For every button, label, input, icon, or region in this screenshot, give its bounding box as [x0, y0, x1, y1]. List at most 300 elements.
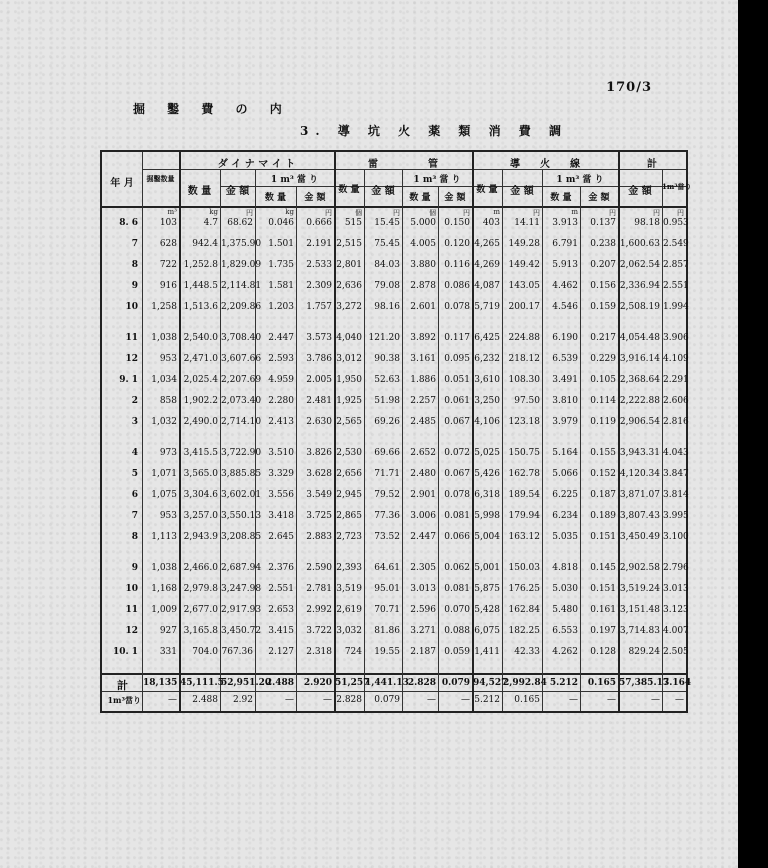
table-cell: 2,943.9 — [183, 532, 218, 542]
table-cell: 3.628 — [306, 469, 332, 479]
table-cell: 90.38 — [374, 354, 400, 364]
table-cell: 0.067 — [444, 417, 470, 427]
table-cell: 3.510 — [268, 448, 294, 458]
table-cell: 2.505 — [663, 647, 689, 657]
total-cell: 2,992.84 — [503, 678, 547, 688]
table-cell: 4.959 — [268, 375, 294, 385]
table-cell: 3.013 — [663, 584, 689, 594]
row-year-month: 7 — [131, 511, 138, 521]
table-cell: 6.234 — [552, 511, 578, 521]
total-cell: 18,135 — [143, 678, 178, 688]
table-cell: 2.796 — [663, 563, 689, 573]
table-cell: 2,393 — [336, 563, 362, 573]
table-cell: 2,490.0 — [183, 417, 218, 427]
table-cell: 0.066 — [444, 532, 470, 542]
table-cell: 3.814 — [663, 490, 689, 500]
table-cell: 2.447 — [268, 333, 294, 343]
table-cell: 0.105 — [590, 375, 616, 385]
table-cell: 5.066 — [552, 469, 578, 479]
row-year-month: 3 — [131, 417, 138, 427]
table-cell: 0.095 — [444, 354, 470, 364]
table-cell: 2,540.0 — [183, 333, 218, 343]
row-year-month: 8 — [131, 260, 138, 270]
table-cell: 3.995 — [663, 511, 689, 521]
per-m3-cell: 2.488 — [192, 695, 218, 705]
unit-label: kg — [285, 208, 294, 216]
table-cell: 2.309 — [306, 281, 332, 291]
table-cell: 5,875 — [474, 584, 500, 594]
table-cell: 0.953 — [663, 218, 689, 228]
table-cell: 0.078 — [444, 302, 470, 312]
table-cell: 3,722.90 — [221, 448, 262, 458]
table-cell: 3,272 — [336, 302, 362, 312]
table-cell: 123.18 — [508, 417, 540, 427]
table-cell: 1,258 — [151, 302, 177, 312]
table-cell: 51.98 — [374, 396, 400, 406]
header-year-month: 年 月 — [110, 178, 134, 189]
table-cell: 0.128 — [590, 647, 616, 657]
header-excavation-quantity: 掘鑿数量 — [146, 174, 175, 183]
table-cell: 3,943.31 — [619, 448, 660, 458]
section-heading: 掘 鑿 費 の 内 — [133, 102, 291, 116]
table-cell: 1,034 — [151, 375, 177, 385]
table-cell: 95.01 — [374, 584, 400, 594]
row-year-month: 2 — [131, 396, 138, 406]
table-cell: 4,087 — [474, 281, 500, 291]
table-cell: 4,040 — [336, 333, 362, 343]
table-cell: 0.155 — [590, 448, 616, 458]
table-cell: 3,165.8 — [183, 626, 218, 636]
table-cell: 942.4 — [192, 239, 218, 249]
table-cell: 2,114.81 — [221, 281, 262, 291]
table-cell: 176.25 — [508, 584, 540, 594]
table-cell: 724 — [344, 647, 362, 657]
table-cell: 4,265 — [474, 239, 500, 249]
table-cell: 722 — [159, 260, 177, 270]
table-cell: 0.187 — [590, 490, 616, 500]
table-cell: 5,001 — [474, 563, 500, 573]
header-dynamite-per-m3-amount: 金 額 — [304, 193, 326, 203]
table-cell: 2.781 — [306, 584, 332, 594]
table-cell: 0.145 — [590, 563, 616, 573]
table-cell: 3.573 — [306, 333, 332, 343]
table-cell: 403 — [482, 218, 500, 228]
table-cell: 2,677.0 — [183, 605, 218, 615]
table-cell: 3.913 — [552, 218, 578, 228]
table-title: 3. 導 坑 火 薬 類 消 費 調 — [300, 124, 568, 138]
per-m3-label: 1m³當り — [107, 695, 141, 705]
table-cell: 0.067 — [444, 469, 470, 479]
row-year-month: 10 — [125, 584, 138, 594]
header-fuse-amount: 金 額 — [510, 186, 534, 197]
table-cell: 224.88 — [508, 333, 540, 343]
table-cell: 1,448.5 — [183, 281, 218, 291]
per-m3-cell: — — [427, 695, 436, 705]
header-dynamite-qty: 数 量 — [187, 186, 212, 197]
table-cell: 1,902.2 — [183, 396, 218, 406]
per-m3-cell: — — [569, 695, 578, 705]
table-cell: 2.187 — [410, 647, 436, 657]
table-cell: 0.666 — [306, 218, 332, 228]
total-cell: 94,527 — [473, 678, 508, 688]
table-cell: 0.159 — [590, 302, 616, 312]
unit-label: m³ — [167, 208, 177, 216]
table-cell: 3,550.13 — [221, 511, 262, 521]
table-cell: 1.203 — [268, 302, 294, 312]
unit-label: 円 — [325, 209, 332, 217]
table-cell: 2,945 — [336, 490, 362, 500]
table-cell: 2.901 — [410, 490, 436, 500]
row-year-month: 4 — [131, 448, 138, 458]
table-cell: 3.880 — [410, 260, 436, 270]
row-year-month: 12 — [125, 626, 138, 636]
table-cell: 2.883 — [306, 532, 332, 542]
per-m3-cell: — — [675, 695, 684, 705]
unit-label: 円 — [677, 209, 684, 217]
table-cell: 1,038 — [151, 333, 177, 343]
table-cell: 3.810 — [552, 396, 578, 406]
unit-label: 円 — [533, 209, 540, 217]
table-cell: 5,426 — [474, 469, 500, 479]
table-cell: 2.376 — [268, 563, 294, 573]
table-cell: 3.123 — [663, 605, 689, 615]
table-cell: 3,208.85 — [221, 532, 262, 542]
table-cell: 162.78 — [508, 469, 540, 479]
table-cell: 2,471.0 — [183, 354, 218, 364]
table-cell: 3,450.49 — [619, 532, 660, 542]
total-cell: 52,951.20 — [221, 678, 272, 688]
table-cell: 64.61 — [374, 563, 400, 573]
table-cell: 3,151.48 — [619, 605, 660, 615]
table-cell: 3,610 — [474, 375, 500, 385]
total-top-rule — [102, 673, 686, 675]
table-cell: 162.84 — [508, 605, 540, 615]
table-cell: 189.54 — [508, 490, 540, 500]
total-cell: 57,385.17 — [619, 678, 670, 688]
row-year-month: 9 — [131, 563, 138, 573]
table-cell: 3,450.72 — [221, 626, 262, 636]
table-cell: 3.161 — [410, 354, 436, 364]
table-cell: 4.7 — [203, 218, 218, 228]
table-cell: 1.501 — [268, 239, 294, 249]
table-cell: 0.051 — [444, 375, 470, 385]
table-cell: 1,375.90 — [221, 239, 262, 249]
table-cell: 2,801 — [336, 260, 362, 270]
table-cell: 2.652 — [410, 448, 436, 458]
table-cell: 5.035 — [552, 532, 578, 542]
table-cell: 2.596 — [410, 605, 436, 615]
table-cell: 6.791 — [552, 239, 578, 249]
table-cell: 2.816 — [663, 417, 689, 427]
unit-label: 円 — [393, 209, 400, 217]
table-cell: 0.114 — [590, 396, 616, 406]
table-cell: 2.878 — [410, 281, 436, 291]
table-cell: 2,917.93 — [221, 605, 262, 615]
table-cell: 4,106 — [474, 417, 500, 427]
table-cell: 52.63 — [374, 375, 400, 385]
table-cell: 0.150 — [444, 218, 470, 228]
table-cell: 2,656 — [336, 469, 362, 479]
table-cell: 2.533 — [306, 260, 332, 270]
table-cell: 2.590 — [306, 563, 332, 573]
row-year-month: 10. 1 — [112, 647, 138, 657]
total-cell: 45,111.5 — [180, 678, 224, 688]
table-cell: 0.151 — [590, 584, 616, 594]
table-cell: 4.262 — [552, 647, 578, 657]
table-cell: 3,708.40 — [221, 333, 262, 343]
table-cell: 6.553 — [552, 626, 578, 636]
table-cell: 3.329 — [268, 469, 294, 479]
table-cell: 3.100 — [663, 532, 689, 542]
unit-label: 円 — [246, 209, 253, 217]
table-cell: 3.786 — [306, 354, 332, 364]
table-cell: 0.120 — [444, 239, 470, 249]
table-cell: 916 — [159, 281, 177, 291]
table-cell: 3,565.0 — [183, 469, 218, 479]
row-year-month: 11 — [125, 605, 138, 615]
table-cell: 2.551 — [663, 281, 689, 291]
table-cell: 4,120.34 — [619, 469, 660, 479]
header-fuse-per-m3-qty: 数 量 — [550, 193, 572, 203]
header-dynamite-per-m3: 1 m³ 當 り — [270, 175, 319, 185]
table-cell: 0.161 — [590, 605, 616, 615]
row-year-month: 10 — [125, 302, 138, 312]
table-cell: 3.826 — [306, 448, 332, 458]
table-cell: 1,113 — [151, 532, 177, 542]
table-cell: 331 — [159, 647, 177, 657]
table-cell: 0.156 — [590, 281, 616, 291]
table-cell: 2,865 — [336, 511, 362, 521]
unit-label: 円 — [609, 209, 616, 217]
table-cell: 3.892 — [410, 333, 436, 343]
total-cell: 2.828 — [407, 678, 436, 688]
table-cell: 69.66 — [374, 448, 400, 458]
table-cell: 0.151 — [590, 532, 616, 542]
table-cell: 515 — [344, 218, 362, 228]
table-cell: 0.197 — [590, 626, 616, 636]
table-cell: 767.36 — [221, 647, 253, 657]
table-cell: 0.137 — [590, 218, 616, 228]
table-cell: 1,950 — [336, 375, 362, 385]
table-cell: 2.280 — [268, 396, 294, 406]
table-cell: 2.551 — [268, 584, 294, 594]
row-year-month: 5 — [131, 469, 138, 479]
row-year-month: 9 — [131, 281, 138, 291]
table-cell: 6.190 — [552, 333, 578, 343]
table-cell: 5.030 — [552, 584, 578, 594]
total-cell: 0.079 — [441, 678, 470, 688]
table-cell: 1.757 — [306, 302, 332, 312]
total-cell: 1,441.13 — [365, 678, 409, 688]
per-m3-cell: — — [607, 695, 616, 705]
table-cell: 79.08 — [374, 281, 400, 291]
table-cell: 704.0 — [192, 647, 218, 657]
table-cell: 163.12 — [508, 532, 540, 542]
table-cell: 2,508.19 — [619, 302, 660, 312]
table-cell: 6,318 — [474, 490, 500, 500]
total-label: 計 — [117, 679, 128, 692]
table-cell: 2.593 — [268, 354, 294, 364]
table-cell: 97.50 — [514, 396, 540, 406]
header-detonator-qty: 数 量 — [338, 185, 360, 195]
table-cell: 150.75 — [508, 448, 540, 458]
table-cell: 1,513.6 — [183, 302, 218, 312]
table-cell: 2.992 — [306, 605, 332, 615]
table-cell: 2,687.94 — [221, 563, 262, 573]
table-cell: 14.11 — [514, 218, 540, 228]
table-cell: 1,038 — [151, 563, 177, 573]
table-cell: 0.229 — [590, 354, 616, 364]
table-cell: 0.046 — [268, 218, 294, 228]
table-cell: 2,466.0 — [183, 563, 218, 573]
table-cell: 2,062.54 — [619, 260, 660, 270]
table-cell: 4,269 — [474, 260, 500, 270]
table-cell: 0.059 — [444, 647, 470, 657]
header-dynamite-amount: 金 額 — [225, 186, 250, 197]
table-cell: 6,232 — [474, 354, 500, 364]
table-cell: 1,829.09 — [221, 260, 262, 270]
table-cell: 0.081 — [444, 584, 470, 594]
header-rule-2 — [220, 186, 686, 187]
table-cell: 0.081 — [444, 511, 470, 521]
table-cell: 1,009 — [151, 605, 177, 615]
table-cell: 3,519.24 — [619, 584, 660, 594]
table-cell: 1,071 — [151, 469, 177, 479]
per-m3-cell: — — [461, 695, 470, 705]
table-cell: 3,519 — [336, 584, 362, 594]
table-cell: 2.480 — [410, 469, 436, 479]
header-total: 計 — [647, 159, 657, 170]
table-cell: 2,565 — [336, 417, 362, 427]
header-dynamite: ダ イ ナ マ イ ト — [217, 159, 296, 170]
table-cell: 4.005 — [410, 239, 436, 249]
table-cell: 3,607.66 — [221, 354, 262, 364]
table-cell: 2,025.4 — [183, 375, 218, 385]
table-cell: 4.462 — [552, 281, 578, 291]
table-cell: 0.116 — [444, 260, 470, 270]
total-cell: 0.165 — [587, 678, 616, 688]
table-cell: 0.238 — [590, 239, 616, 249]
table-cell: 2.257 — [410, 396, 436, 406]
table-cell: 1,252.8 — [183, 260, 218, 270]
table-cell: 3.418 — [268, 511, 294, 521]
table-cell: 0.088 — [444, 626, 470, 636]
table-cell: 70.71 — [374, 605, 400, 615]
table-cell: 2.191 — [306, 239, 332, 249]
table-cell: 2,906.54 — [619, 417, 660, 427]
table-cell: 953 — [159, 511, 177, 521]
table-cell: 3.491 — [552, 375, 578, 385]
table-cell: 3,257.0 — [183, 511, 218, 521]
table-cell: 108.30 — [508, 375, 540, 385]
table-cell: 2,714.10 — [221, 417, 262, 427]
table-cell: 2.485 — [410, 417, 436, 427]
table-cell: 2,636 — [336, 281, 362, 291]
table-cell: 6,075 — [474, 626, 500, 636]
table-cell: 2,979.8 — [183, 584, 218, 594]
header-fuse-per-m3-amount: 金 額 — [588, 193, 610, 203]
table-cell: 2,336.94 — [619, 281, 660, 291]
table-cell: 2,368.64 — [619, 375, 660, 385]
table-cell: 5.913 — [552, 260, 578, 270]
row-year-month: 7 — [131, 239, 138, 249]
table-cell: 2.606 — [663, 396, 689, 406]
table-cell: 0.062 — [444, 563, 470, 573]
table-cell: 2.447 — [410, 532, 436, 542]
page-number: 170/3 — [606, 80, 652, 95]
table-cell: 3,602.01 — [221, 490, 262, 500]
table-cell: 2,515 — [336, 239, 362, 249]
table-cell: 1.581 — [268, 281, 294, 291]
table-cell: 79.52 — [374, 490, 400, 500]
table-cell: 4.007 — [663, 626, 689, 636]
table-cell: 2,619 — [336, 605, 362, 615]
table-cell: 3.725 — [306, 511, 332, 521]
total-cell: 2.488 — [265, 678, 294, 688]
table-cell: 2,530 — [336, 448, 362, 458]
table-cell: 3.415 — [268, 626, 294, 636]
table-cell: 1,925 — [336, 396, 362, 406]
table-cell: 3,714.83 — [619, 626, 660, 636]
table-cell: 5,998 — [474, 511, 500, 521]
row-year-month: 6 — [131, 490, 138, 500]
table-cell: 0.217 — [590, 333, 616, 343]
table-cell: 2.645 — [268, 532, 294, 542]
table-cell: 3.722 — [306, 626, 332, 636]
table-cell: 3,032 — [336, 626, 362, 636]
header-fuse: 導 火 線 — [510, 159, 580, 170]
row-year-month: 12 — [125, 354, 138, 364]
header-detonator-amount: 金 額 — [371, 186, 395, 197]
table-cell: 2.305 — [410, 563, 436, 573]
table-cell: 0.117 — [444, 333, 470, 343]
table-cell: 103 — [159, 218, 177, 228]
table-cell: 3,250 — [474, 396, 500, 406]
table-cell: 2,209.86 — [221, 302, 262, 312]
table-cell: 3,885.85 — [221, 469, 262, 479]
table-cell: 2.630 — [306, 417, 332, 427]
table-cell: 2,902.58 — [619, 563, 660, 573]
table-cell: 1,600.63 — [619, 239, 660, 249]
table-cell: 200.17 — [508, 302, 540, 312]
table-cell: 143.05 — [508, 281, 540, 291]
table-cell: 5.480 — [552, 605, 578, 615]
per-m3-cell: 0.165 — [514, 695, 540, 705]
table-cell: 3.271 — [410, 626, 436, 636]
total-cell: 3.164 — [663, 678, 692, 688]
table-cell: 4.818 — [552, 563, 578, 573]
table-cell: 3.549 — [306, 490, 332, 500]
row-year-month: 11 — [125, 333, 138, 343]
total-cell: 51,257 — [335, 678, 370, 688]
unit-label: 円 — [463, 209, 470, 217]
table-cell: 2,073.40 — [221, 396, 262, 406]
table-cell: 2,723 — [336, 532, 362, 542]
scan-border — [738, 0, 768, 868]
table-cell: 1,411 — [474, 647, 500, 657]
table-cell: 5,719 — [474, 302, 500, 312]
table-cell: 0.152 — [590, 469, 616, 479]
table-cell: 2.127 — [268, 647, 294, 657]
per-m3-cell: — — [168, 695, 177, 705]
table-cell: 2.481 — [306, 396, 332, 406]
header-total-per-m3: 1m³當り — [662, 182, 692, 191]
table-cell: 81.86 — [374, 626, 400, 636]
table-cell: 1.735 — [268, 260, 294, 270]
table-cell: 2.857 — [663, 260, 689, 270]
table-cell: 2.601 — [410, 302, 436, 312]
table-cell: 121.20 — [368, 333, 400, 343]
